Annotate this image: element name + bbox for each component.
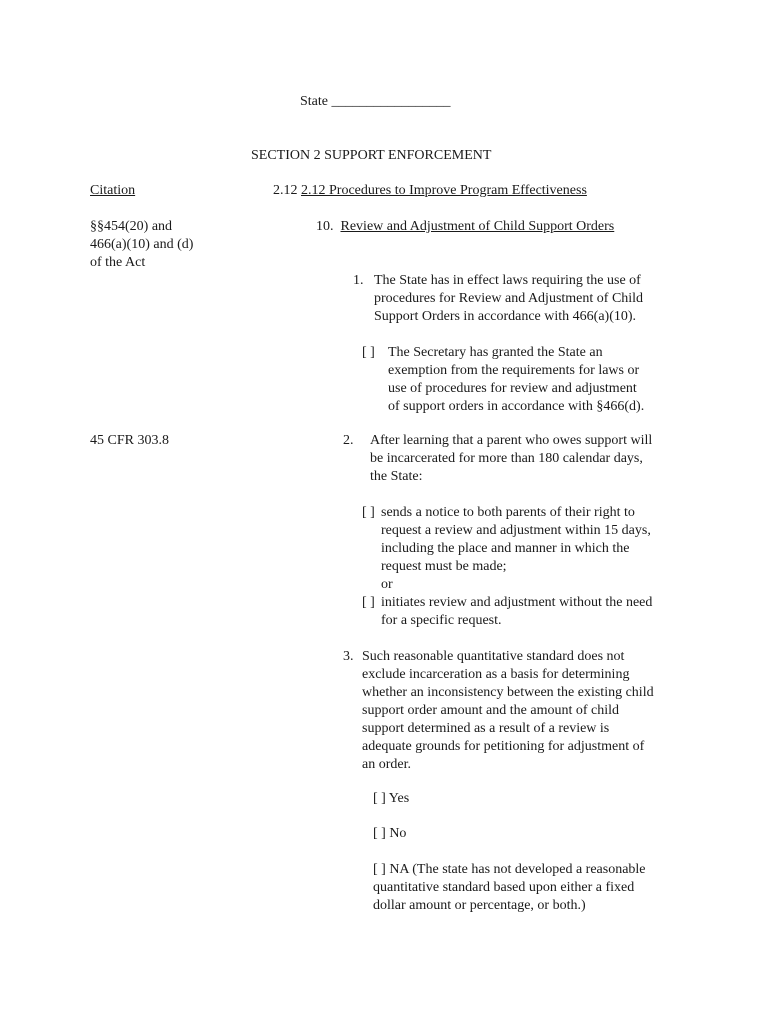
para2-line: After learning that a parent who owes support will xyxy=(370,433,653,448)
subsection-heading xyxy=(273,182,587,200)
para3-line: whether an inconsistency between the existing child xyxy=(362,685,654,700)
para3-line: support determined as a result of a review is xyxy=(362,721,610,736)
citation-act xyxy=(90,218,250,272)
item-title: Review and Adjustment of Child Support Orders xyxy=(340,219,615,234)
notice-checkbox[interactable]: [ ] xyxy=(362,505,375,520)
para2-line: the State: xyxy=(370,469,423,484)
initiate-text xyxy=(381,594,701,630)
exemption-text xyxy=(388,344,708,416)
item-heading xyxy=(316,218,614,236)
exemption-line: exemption from the requirements for laws or xyxy=(388,363,640,378)
initiate-checkbox[interactable]: [ ] xyxy=(362,595,375,610)
choice-na-line: dollar amount or percentage, or both.) xyxy=(373,898,586,913)
exemption-line: of support orders in accordance with §466(d). xyxy=(388,399,645,414)
notice-line: including the place and manner in which the xyxy=(381,541,630,556)
para2-number: 2. xyxy=(343,433,354,448)
para2-line: be incarcerated for more than 180 calendar days, xyxy=(370,451,643,466)
para3-line: adequate grounds for petitioning for adjustment of xyxy=(362,739,645,754)
exemption-line: use of procedures for review and adjustment xyxy=(388,381,637,396)
citation-header: Citation xyxy=(90,183,136,198)
para2-text xyxy=(370,432,710,486)
notice-line: sends a notice to both parents of their right to xyxy=(381,505,635,520)
para3-line: an order. xyxy=(362,757,411,772)
para3-line: Such reasonable quantitative standard does not xyxy=(362,649,625,664)
choice-no[interactable]: [ ] No xyxy=(373,826,407,841)
para1-line: Support Orders in accordance with 466(a)(10). xyxy=(374,309,637,324)
initiate-line: initiates review and adjustment without the need xyxy=(381,595,653,610)
notice-line: request a review and adjustment within 15 days, xyxy=(381,523,651,538)
state-field: State _________________ xyxy=(300,94,451,109)
subsection-title: 2.12 Procedures to Improve Program Effectiveness xyxy=(301,183,587,198)
citation-act-line: §§454(20) and xyxy=(90,219,173,234)
exemption-line: The Secretary has granted the State an xyxy=(388,345,603,360)
para3-line: support order amount and the amount of child xyxy=(362,703,619,718)
para3-number: 3. xyxy=(343,649,354,664)
subsection-number: 2.12 xyxy=(273,183,301,198)
notice-text xyxy=(381,504,701,576)
para3-line: exclude incarceration as a basis for determining xyxy=(362,667,630,682)
citation-act-line: of the Act xyxy=(90,255,146,270)
choice-yes[interactable]: [ ] Yes xyxy=(373,791,410,806)
exemption-checkbox[interactable]: [ ] xyxy=(362,345,375,360)
para1-text xyxy=(374,272,714,326)
choice-na-line: [ ] NA (The state has not developed a reasonable xyxy=(373,862,646,877)
para1-line: The State has in effect laws requiring the use of xyxy=(374,273,641,288)
para1-number: 1. xyxy=(353,273,364,288)
notice-line: request must be made; xyxy=(381,559,507,574)
choice-na-line: quantitative standard based upon either a fixed xyxy=(373,880,635,895)
para1-line: procedures for Review and Adjustment of Child xyxy=(374,291,644,306)
section-title: SECTION 2 SUPPORT ENFORCEMENT xyxy=(251,148,492,163)
item-number: 10. xyxy=(316,219,334,234)
para3-text xyxy=(362,648,702,774)
choice-na[interactable] xyxy=(373,861,703,915)
initiate-line: for a specific request. xyxy=(381,613,502,628)
citation-act-line: 466(a)(10) and (d) xyxy=(90,237,194,252)
or-text: or xyxy=(381,577,393,592)
citation-cfr: 45 CFR 303.8 xyxy=(90,433,169,448)
